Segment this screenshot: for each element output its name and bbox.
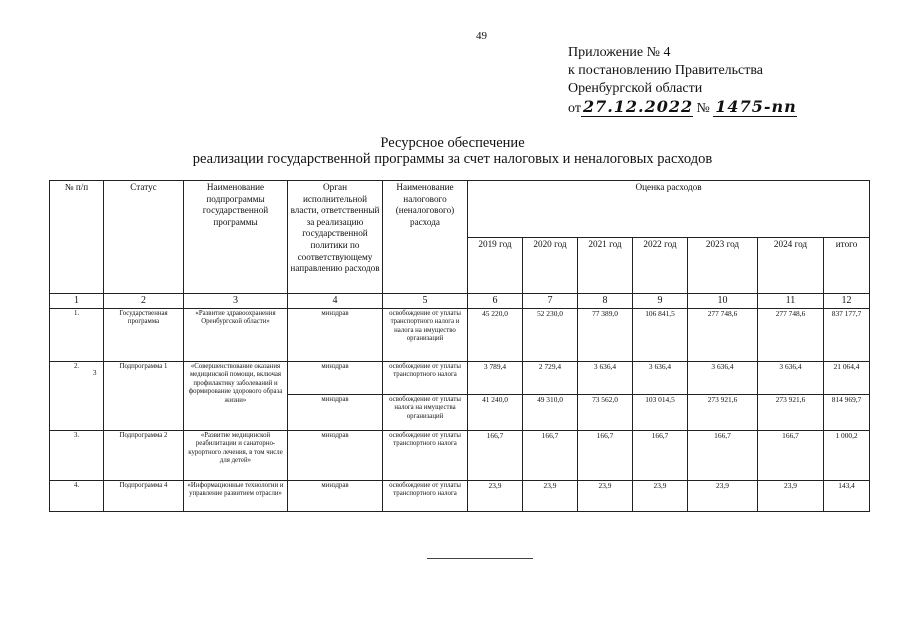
table-row xyxy=(50,362,870,395)
column-number: 5 xyxy=(383,294,468,309)
row-total: 837 177,7 xyxy=(824,309,870,362)
row-name: «Развитие здравоохранения Оренбургской области» xyxy=(184,309,288,362)
appendix-region: Оренбургской области xyxy=(568,81,703,96)
row-expense: освобождение от уплаты налога на имущества организаций xyxy=(383,395,468,431)
row-value: 166,7 xyxy=(688,431,758,481)
row-value: 103 014,5 xyxy=(633,395,688,431)
resource-table xyxy=(49,180,870,512)
row-name: «Информационные технологии и управление развитием отрасли» xyxy=(184,481,288,512)
column-number: 11 xyxy=(758,294,824,309)
row-value: 23,9 xyxy=(468,481,523,512)
row-value: 273 921,6 xyxy=(758,395,824,431)
row-status: Подпрограмма 1 xyxy=(104,362,184,431)
appendix-date-line xyxy=(568,98,797,118)
header-org: Орган исполнительной власти, ответственный за реализацию государственной политики по соответствующему направлению расходов xyxy=(288,181,383,294)
column-number: 12 xyxy=(824,294,870,309)
column-number-row xyxy=(50,294,870,309)
column-number: 8 xyxy=(578,294,633,309)
row-expense: освобождение от уплаты транспортного налога xyxy=(383,481,468,512)
row-value: 45 220,0 xyxy=(468,309,523,362)
row-value: 106 841,5 xyxy=(633,309,688,362)
row-value: 2 729,4 xyxy=(523,362,578,395)
row-value: 23,9 xyxy=(578,481,633,512)
page-number: 49 xyxy=(476,30,487,42)
footer-divider xyxy=(427,558,533,559)
row-value: 23,9 xyxy=(688,481,758,512)
header-expense: Наименование налогового (неналогового) расхода xyxy=(383,181,468,294)
row-value: 3 636,4 xyxy=(578,362,633,395)
row-status: Государственная программа xyxy=(104,309,184,362)
row-total: 1 000,2 xyxy=(824,431,870,481)
column-number: 7 xyxy=(523,294,578,309)
date-prefix: от xyxy=(568,101,581,116)
number-prefix: № xyxy=(696,101,710,116)
header-total: итого xyxy=(824,237,870,294)
row-value: 41 240,0 xyxy=(468,395,523,431)
header-year: 2021 год xyxy=(578,237,633,294)
row-value: 166,7 xyxy=(758,431,824,481)
header-name: Наименование подпрограммы государственной программы xyxy=(184,181,288,294)
header-year: 2020 год xyxy=(523,237,578,294)
row-name: «Совершенствование оказания медицинской помощи, включая профилактику заболеваний и формирование здорового образа жизни» xyxy=(184,362,288,431)
column-number: 1 xyxy=(50,294,104,309)
row-value: 77 389,0 xyxy=(578,309,633,362)
table-row xyxy=(50,309,870,362)
row-value: 73 562,0 xyxy=(578,395,633,431)
row-num: 2. xyxy=(73,363,80,370)
row-status: Подпрограмма 4 xyxy=(104,481,184,512)
row-value: 277 748,6 xyxy=(758,309,824,362)
row-num: 1. xyxy=(50,309,104,362)
header-year: 2023 год xyxy=(688,237,758,294)
handwritten-date: 27.12.2022 xyxy=(582,97,694,116)
row-value: 52 230,0 xyxy=(523,309,578,362)
row-org: минздрав xyxy=(288,309,383,362)
row-value: 3 636,4 xyxy=(633,362,688,395)
row-expense: освобождение от уплаты транспортного налога и налога на имущество организаций xyxy=(383,309,468,362)
row-value: 166,7 xyxy=(633,431,688,481)
row-name: «Развитие медицинской реабилитации и санаторно-курортного лечения, в том числе для детей» xyxy=(184,431,288,481)
row-value: 3 636,4 xyxy=(758,362,824,395)
row-value: 166,7 xyxy=(578,431,633,481)
header-year: 2019 год xyxy=(468,237,523,294)
table-row xyxy=(50,481,870,512)
row-value: 3 789,4 xyxy=(468,362,523,395)
row-value: 166,7 xyxy=(468,431,523,481)
row-org: минздрав xyxy=(288,362,383,395)
header-year: 2024 год xyxy=(758,237,824,294)
row-num: 3. xyxy=(50,431,104,481)
row-num: 4. xyxy=(50,481,104,512)
column-number: 6 xyxy=(468,294,523,309)
row-value: 23,9 xyxy=(758,481,824,512)
column-number: 9 xyxy=(633,294,688,309)
row-value: 273 921,6 xyxy=(688,395,758,431)
column-number: 4 xyxy=(288,294,383,309)
row-value: 49 310,0 xyxy=(523,395,578,431)
document-title: Ресурсное обеспечение xyxy=(380,135,525,151)
handwritten-number: 1475-пп xyxy=(715,97,797,116)
row-value: 23,9 xyxy=(523,481,578,512)
appendix-block xyxy=(568,44,797,118)
row-org: минздрав xyxy=(288,481,383,512)
row-value: 3 636,4 xyxy=(688,362,758,395)
appendix-resolution: к постановлению Правительства xyxy=(568,63,764,78)
header-status: Статус xyxy=(104,181,184,294)
column-number: 2 xyxy=(104,294,184,309)
table-row xyxy=(50,431,870,481)
document-subtitle: реализации государственной программы за счет налоговых и неналоговых расходов xyxy=(192,151,713,167)
header-num: № п/п xyxy=(50,181,104,294)
header-estimate: Оценка расходов xyxy=(468,181,870,238)
row-total: 814 969,7 xyxy=(824,395,870,431)
row-value: 277 748,6 xyxy=(688,309,758,362)
row-expense: освобождение от уплаты транспортного налога xyxy=(383,362,468,395)
column-number: 3 xyxy=(184,294,288,309)
appendix-title: Приложение № 4 xyxy=(568,45,671,60)
row-num-mark: 3 xyxy=(93,369,97,377)
row-expense: освобождение от уплаты транспортного налога xyxy=(383,431,468,481)
row-value: 166,7 xyxy=(523,431,578,481)
row-org: минздрав xyxy=(288,431,383,481)
header-year: 2022 год xyxy=(633,237,688,294)
column-number: 10 xyxy=(688,294,758,309)
row-status: Подпрограмма 2 xyxy=(104,431,184,481)
header-row xyxy=(50,181,870,238)
row-org: минздрав xyxy=(288,395,383,431)
row-total: 143,4 xyxy=(824,481,870,512)
row-num-cell xyxy=(50,362,104,431)
row-total: 21 064,4 xyxy=(824,362,870,395)
row-value: 23,9 xyxy=(633,481,688,512)
